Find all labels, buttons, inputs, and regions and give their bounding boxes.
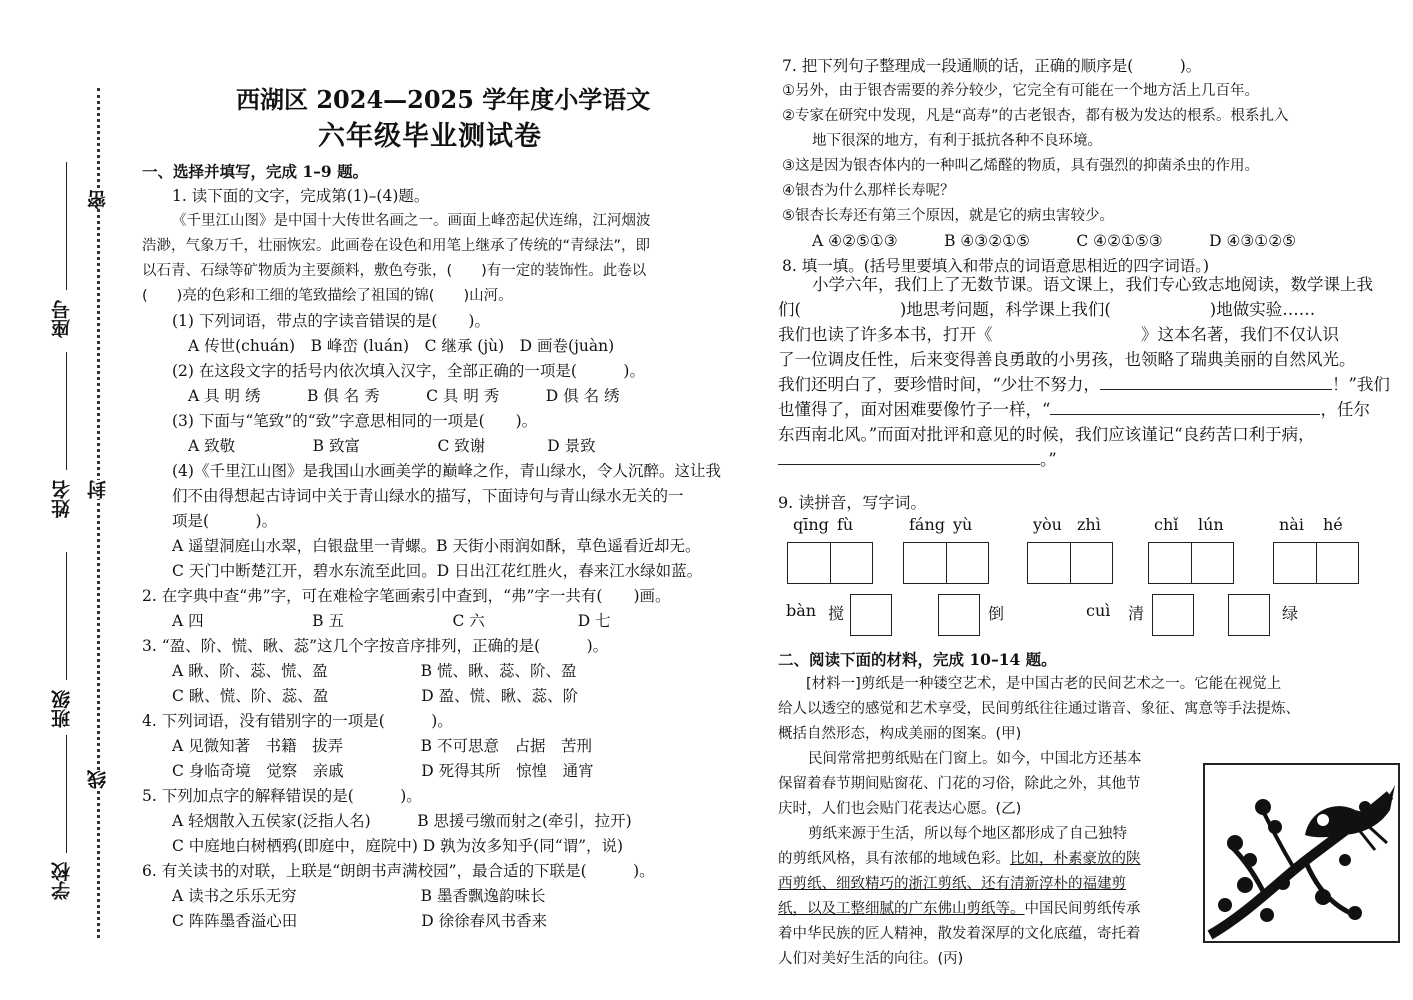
left-q1b: (2) 在这段文字的括号内依次填入汉字，全部正确的一项是( )。 bbox=[172, 362, 645, 380]
q8-line-6b: ，任尔 bbox=[1320, 400, 1370, 419]
material1-line1: [材料一]剪纸是一种镂空艺术，是中国古老的民间艺术之一。它能在视觉上 bbox=[806, 676, 1282, 692]
q9-row2-item-1-box[interactable] bbox=[850, 594, 892, 636]
papercut-magpie-plum-image bbox=[1203, 763, 1400, 943]
left-q5_cd: C 中庭地白树栖鸦(即庭中，庭院中) D 孰为汝多知乎(同“谓”，说) bbox=[172, 837, 624, 855]
left-q1c: (3) 下面与“笔致”的“致”字意思相同的一项是( )。 bbox=[172, 412, 538, 430]
left-q4_ab: A 见微知著 书籍 拔弄 B 不可思意 占据 苦刑 bbox=[172, 737, 592, 755]
left-p3: 以石青、石绿等矿物质为主要颜料，敷色夸张，( )有一定的装饰性。此卷以 bbox=[142, 263, 647, 279]
q8-line-6 bbox=[778, 395, 1393, 420]
q9-word-4-pinyin-2: lún bbox=[1198, 515, 1224, 534]
material1-line2: 给人以透空的感觉和艺术享受，民间剪纸往往通过谐音、象征、寓意等手法提炼、 bbox=[778, 701, 1300, 717]
left-q3: 3. “盈、阶、慌、瞅、蕊”这几个字按音序排列，正确的是( )。 bbox=[142, 637, 609, 655]
q9-word-5-pinyin-2: hé bbox=[1323, 515, 1343, 534]
q8-line-6a: 也懂得了，面对困难要像竹子一样，“ bbox=[778, 400, 1051, 419]
q8-line-5a: 我们还明白了，要珍惜时间，“少壮不努力， bbox=[778, 375, 1100, 394]
left-q4_cd: C 身临奇境 觉察 亲戚 D 死得其所 惊惶 通宵 bbox=[172, 762, 594, 780]
q8-line-5 bbox=[778, 370, 1393, 395]
q8-passage bbox=[778, 270, 1393, 470]
left-q1a: (1) 下列词语，带点的字读音错误的是( )。 bbox=[172, 312, 490, 330]
left-column bbox=[142, 159, 722, 934]
left-q1d_ab: A 遥望洞庭山水翠，白银盘里一青螺。B 天街小雨润如酥，草色遥看近却无。 bbox=[172, 537, 701, 555]
name-label: 姓名 bbox=[51, 480, 73, 518]
class-label: 班级 bbox=[51, 690, 73, 728]
q9-word-2-pinyin-1: fáng bbox=[909, 515, 946, 534]
q8-blank-2[interactable] bbox=[1050, 414, 1320, 415]
material1-line6: 庆时，人们也会贴门花表达心愿。(乙) bbox=[778, 801, 1022, 817]
q8-line-4: 了一位调皮任性，后来变得善良勇敢的小男孩，也领略了瑞典美丽的自然风光。 bbox=[778, 350, 1356, 369]
material1-line5: 保留着春节期间贴窗花、门花的习俗，除此之外，其他节 bbox=[778, 776, 1141, 792]
right-q7_5: ⑤银杏长寿还有第三个原因，就是它的病虫害较少。 bbox=[782, 208, 1114, 224]
q8-line-8b: 。” bbox=[1040, 450, 1057, 469]
binding-seal-char: 密 bbox=[87, 190, 109, 209]
q9-title: 9. 读拼音，写字词。 bbox=[778, 493, 927, 512]
q9-row2-item-1-char: 搅 bbox=[828, 604, 845, 623]
left-q3_cd: C 瞅、慌、阶、蕊、盈 D 盈、慌、瞅、蕊、阶 bbox=[172, 687, 579, 705]
section2-title: 二、阅读下面的材料，完成 10–14 题。 bbox=[778, 650, 1057, 669]
material1-line8b: 比如，朴素豪放的陕 bbox=[1010, 851, 1141, 867]
left-q6_cd: C 阵阵墨香溢心田 D 徐徐春风书香来 bbox=[172, 912, 548, 930]
left-q1: 1. 读下面的文字，完成第(1)–(4)题。 bbox=[172, 187, 430, 205]
q8-line-2: 们( )地思考问题，科学课上我们( )地做实验…… bbox=[778, 300, 1316, 319]
q9-row2-item-1-pinyin: bàn bbox=[786, 601, 817, 620]
q8-line-8 bbox=[778, 445, 1393, 470]
binding-line-char: 线 bbox=[87, 770, 109, 789]
material1-line10b: 中国民间剪纸传承 bbox=[1024, 901, 1141, 917]
q9-row2-item-3-box[interactable] bbox=[1152, 594, 1194, 636]
q9-word-4-answer-boxes[interactable] bbox=[1148, 542, 1234, 584]
seat-number-field[interactable] bbox=[66, 162, 67, 290]
q9-word-3-pinyin-2: zhì bbox=[1077, 515, 1101, 534]
q9-row2-item-3-char: 清 bbox=[1128, 604, 1145, 623]
q9-row2-item-4-box[interactable] bbox=[1228, 594, 1270, 636]
left-q2_opts: A 四 B 五 C 六 D 七 bbox=[172, 612, 611, 630]
q8-blank-3[interactable] bbox=[778, 464, 1040, 465]
school-field[interactable] bbox=[66, 735, 67, 853]
left-q1d_cd: C 天门中断楚江开，碧水东流至此回。D 日出江花红胜火，春来江水绿如蓝。 bbox=[172, 562, 703, 580]
q9-word-2-pinyin-2: yù bbox=[953, 515, 973, 534]
left-q1d: (4)《千里江山图》是我国山水画美学的巅峰之作，青山绿水，令人沉醉。这让我 bbox=[172, 462, 721, 480]
left-q1d3: 项是( )。 bbox=[172, 512, 278, 530]
q9-row2-item-2-char: 倒 bbox=[988, 604, 1005, 623]
right-q7_opts: A ④②⑤①③ B ④③②①⑤ C ④②①⑤③ D ④③①②⑤ bbox=[812, 232, 1296, 250]
right-q8: 8. 填一填。(括号里要填入和带点的词语意思相近的四字词语。) bbox=[782, 257, 1210, 275]
left-q1d2: 们不由得想起古诗词中关于青山绿水的描写，下面诗句与青山绿水无关的一 bbox=[172, 487, 684, 505]
material1-line4: 民间常常把剪纸贴在门窗上。如今，中国北方还基本 bbox=[808, 751, 1142, 767]
left-p2: 浩渺，气象万千，壮丽恢宏。此画卷在设色和用笔上继承了传统的“青绿法”，即 bbox=[142, 238, 651, 254]
material1-line10a: 纸，以及工整细腻的广东佛山剪纸等。 bbox=[778, 901, 1025, 917]
material1-line7: 剪纸来源于生活，所以每个地区都形成了自己独特 bbox=[808, 826, 1127, 842]
exam-title-line1: 西湖区 2024—2025 学年度小学语文 bbox=[236, 85, 651, 114]
right-q7_1: ①另外，由于银杏需要的养分较少，它完全有可能在一个地方活上几百年。 bbox=[782, 83, 1259, 99]
q9-word-2-answer-boxes[interactable] bbox=[903, 542, 989, 584]
left-q5: 5. 下列加点字的解释错误的是( )。 bbox=[142, 787, 422, 805]
right-q7_2b: 地下很深的地方，有利于抵抗各种不良环境。 bbox=[812, 133, 1102, 149]
left-q5_ab: A 轻烟散入五侯家(泛指人名) B 思援弓缴而射之(牵引，拉开) bbox=[172, 812, 632, 830]
q9-word-3-pinyin-1: yòu bbox=[1033, 515, 1062, 534]
binding-bind-char: 封 bbox=[87, 480, 109, 499]
q8-line-7: 东西南北风。”而面对批评和意见的时候，我们应该谨记“良药苦口利于病， bbox=[778, 425, 1315, 444]
left-q6: 6. 有关读书的对联，上联是“朗朗书声满校园”，最合适的下联是( )。 bbox=[142, 862, 655, 880]
q9-word-5-pinyin-1: nài bbox=[1279, 515, 1304, 534]
left-s1: 一、选择并填写，完成 1–9 题。 bbox=[142, 162, 369, 181]
binding-dotted-line bbox=[97, 88, 100, 938]
left-q3_ab: A 瞅、阶、蕊、慌、盈 B 慌、瞅、蕊、阶、盈 bbox=[172, 662, 577, 680]
school-label: 学校 bbox=[51, 862, 73, 900]
name-field[interactable] bbox=[66, 352, 67, 470]
q9-word-1-pinyin-2: fù bbox=[837, 515, 854, 534]
right-column bbox=[782, 54, 1392, 279]
material1-line11: 着中华民族的匠人精神，散发着深厚的文化底蕴，寄托着 bbox=[778, 926, 1141, 942]
left-q1b_opts: A 具 明 绣 B 俱 名 秀 C 具 明 秀 D 俱 名 绣 bbox=[188, 387, 620, 405]
magpie-plum-illustration bbox=[1205, 765, 1398, 941]
material1-line3: 概括自然形态，构成美丽的图案。(甲) bbox=[778, 726, 1022, 742]
class-field[interactable] bbox=[66, 552, 67, 680]
right-q7_3: ③这是因为银杏体内的一种叫乙烯醛的物质，具有强烈的抑菌杀虫的作用。 bbox=[782, 158, 1259, 174]
q9-row2-item-2-box[interactable] bbox=[938, 594, 980, 636]
left-p1: 《千里江山图》是中国十大传世名画之一。画面上峰峦起伏连绵，江河烟波 bbox=[172, 213, 651, 229]
q9-word-3-answer-boxes[interactable] bbox=[1027, 542, 1113, 584]
q8-blank-1[interactable] bbox=[1100, 389, 1332, 390]
right-q7_4: ④银杏为什么那样长寿呢？ bbox=[782, 183, 955, 199]
exam-title-line2: 六年级毕业测试卷 bbox=[318, 121, 542, 152]
left-q6_ab: A 读书之乐乐无穷 B 墨香飘逸韵味长 bbox=[172, 887, 546, 905]
right-q7: 7. 把下列句子整理成一段通顺的话，正确的顺序是( )。 bbox=[782, 57, 1202, 75]
q9-word-5-answer-boxes[interactable] bbox=[1273, 542, 1359, 584]
left-q1c_opts: A 致敬 B 致富 C 致谢 D 景致 bbox=[188, 437, 596, 455]
right-q7_2: ②专家在研究中发现，凡是“高寿”的古老银杏，都有极为发达的根系。根系扎入 bbox=[782, 108, 1289, 124]
q9-word-1-pinyin-1: qīng bbox=[793, 515, 829, 534]
q9-word-4-pinyin-1: chǐ bbox=[1154, 515, 1179, 534]
q9-word-1-answer-boxes[interactable] bbox=[787, 542, 873, 584]
left-q4: 4. 下列词语，没有错别字的一项是( )。 bbox=[142, 712, 453, 730]
q8-line-5b: ！”我们 bbox=[1331, 375, 1390, 394]
left-p4: ( )亮的色彩和工细的笔致描绘了祖国的锦( )山河。 bbox=[142, 288, 513, 304]
q9-row2-item-4-char: 绿 bbox=[1282, 604, 1299, 623]
material1-line12: 人们对美好生活的向往。(丙) bbox=[778, 951, 964, 967]
seat-number-label: 座号 bbox=[51, 300, 73, 338]
left-q1a_opts: A 传世(chuán) B 峰峦 (luán) C 继承 (jù) D 画卷(juàn) bbox=[188, 337, 615, 355]
left-q2: 2. 在字典中查“弗”字，可在难检字笔画索引中查到，“弗”字一共有( )画。 bbox=[142, 587, 671, 605]
material1-line9: 西剪纸、细致精巧的浙江剪纸、还有清新淳朴的福建剪 bbox=[778, 876, 1126, 892]
q8-line-1: 小学六年，我们上了无数节课。语文课上，我们专心致志地阅读，数学课上我 bbox=[812, 275, 1373, 294]
q8-line-3: 我们也读了许多本书，打开《 》这本名著，我们不仅认识 bbox=[778, 325, 1339, 344]
q9-row2-item-3-pinyin: cuì bbox=[1086, 601, 1111, 620]
material1-line8a: 的剪纸风格，具有浓郁的地域色彩。 bbox=[778, 851, 1010, 867]
